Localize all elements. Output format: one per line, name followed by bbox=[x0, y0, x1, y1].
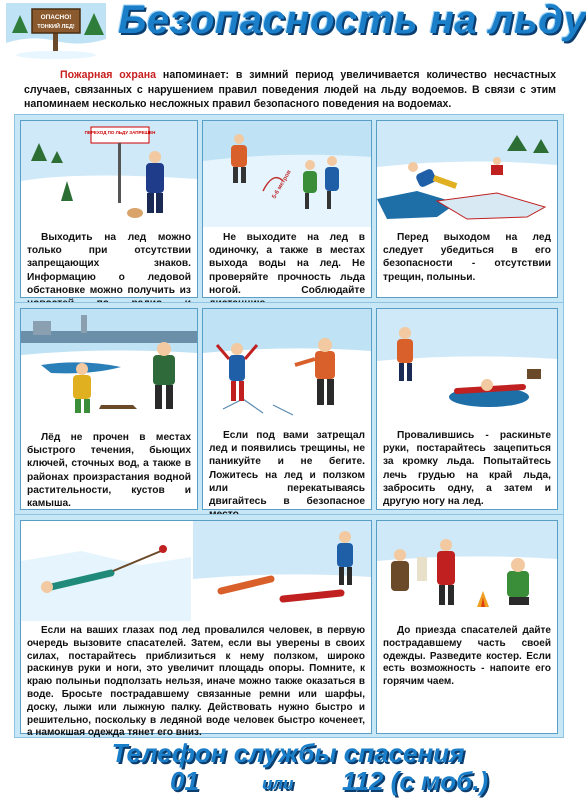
sign-line-1: ОПАСНО! bbox=[40, 14, 72, 21]
sign-line-2: ТОНКИЙ ЛЕД! bbox=[37, 24, 75, 30]
rescue-phone-heading: Телефон службы спасения bbox=[111, 738, 465, 768]
phone-number-112: 112 (с моб.) bbox=[342, 766, 489, 796]
panel-4-caption: Лёд не прочен в местах быстрого течения, бьющих ключей, сточных вод, а также в районах произрастания водной растительности, кустов и камыша. bbox=[27, 432, 191, 510]
panel-1-illustration bbox=[21, 121, 197, 227]
panel-8-illustration bbox=[377, 521, 557, 621]
panel-1 bbox=[20, 120, 198, 298]
panel-7-illustration bbox=[21, 521, 371, 621]
panel-5 bbox=[202, 308, 372, 510]
panel-7 bbox=[20, 520, 372, 739]
warning-sign-illustration bbox=[6, 3, 106, 61]
panel-6-caption: Провалившись - раскиньте руки, постарайтесь зацепиться за кромку льда. Попытайтесь лечь грудью на край льда, забросить одну, а затем и другую ногу на лед. bbox=[383, 430, 551, 508]
intro-highlight: Пожарная охрана bbox=[60, 69, 157, 81]
panel-1-caption: Выходить на лед можно только при отсутствии запрещающих знаков. Информацию о ледовой обстановке можно получить из bbox=[27, 232, 191, 296]
panel-8 bbox=[376, 520, 558, 734]
panel-5-caption: Если под вами затрещал лед и появились трещины, не паникуйте и не бегите. Ложитесь на лед и ползком или перекатываясь двигайтесь в безопасное bbox=[209, 430, 365, 508]
panel-2 bbox=[202, 120, 372, 298]
panel-2-caption: Не выходите на лед в одиночку, а также в местах выхода воды на лед. Не проверяйте прочность льда ногой. Соблюдайте bbox=[209, 232, 365, 296]
panel-4 bbox=[20, 308, 198, 510]
page-title: Безопасность на льду bbox=[118, 0, 586, 42]
intro-paragraph bbox=[24, 68, 556, 112]
distance-label: 5-6 метров bbox=[271, 169, 293, 200]
panel-7-caption: Если на ваших глазах под лед провалился человек, в первую очередь вызовите спасателей. Затем, если вы уверены в своих силах, постарайтесь приблизиться к нему ползком, широко раскинув руки и ноги, это увеличит площадь опоры. Помните, к краю полыньи подползать нельзя, иначе можно также оказаться в воде. Бросьте пострадавшему связанные ремни или шарфы, доску, лыжи или лыжную палку. Действовать нужно быстро и решительно, поскольку в ледяной воде человек быстро коченеет, а намокшая одежда тянет его вниз. bbox=[27, 625, 365, 739]
phone-or-text: или bbox=[262, 774, 294, 793]
phone-number-01: 01 bbox=[170, 766, 199, 796]
intro-text: напоминает: в зимний период увеличивается количество несчастных случаев, связанных с нарушением правил поведения людей на льду водоемов. В связи с этим напоминаем несколько несложных правил безопасного поведения на водоемах. bbox=[24, 69, 556, 110]
panel-6 bbox=[376, 308, 558, 510]
panel-8-caption: До приезда спасателей дайте пострадавшему часть своей одежды. Разведите костер. Если есть возможность - напоите его горячим чаем. bbox=[383, 625, 551, 688]
header bbox=[0, 0, 586, 64]
panel-2-illustration bbox=[203, 121, 371, 227]
panel-3 bbox=[376, 120, 558, 298]
panel-6-illustration bbox=[377, 309, 557, 427]
no-ice-crossing-sign-text: ПЕРЕХОД ПО ЛЬДУ ЗАПРЕЩЕН bbox=[84, 130, 156, 135]
panel-3-illustration bbox=[377, 121, 557, 227]
panel-4-illustration bbox=[21, 309, 197, 427]
panel-5-illustration bbox=[203, 309, 371, 427]
panel-3-caption: Перед выходом на лед следует убедиться в его безопасности - отсутствии трещин, полыньи. bbox=[383, 232, 551, 283]
